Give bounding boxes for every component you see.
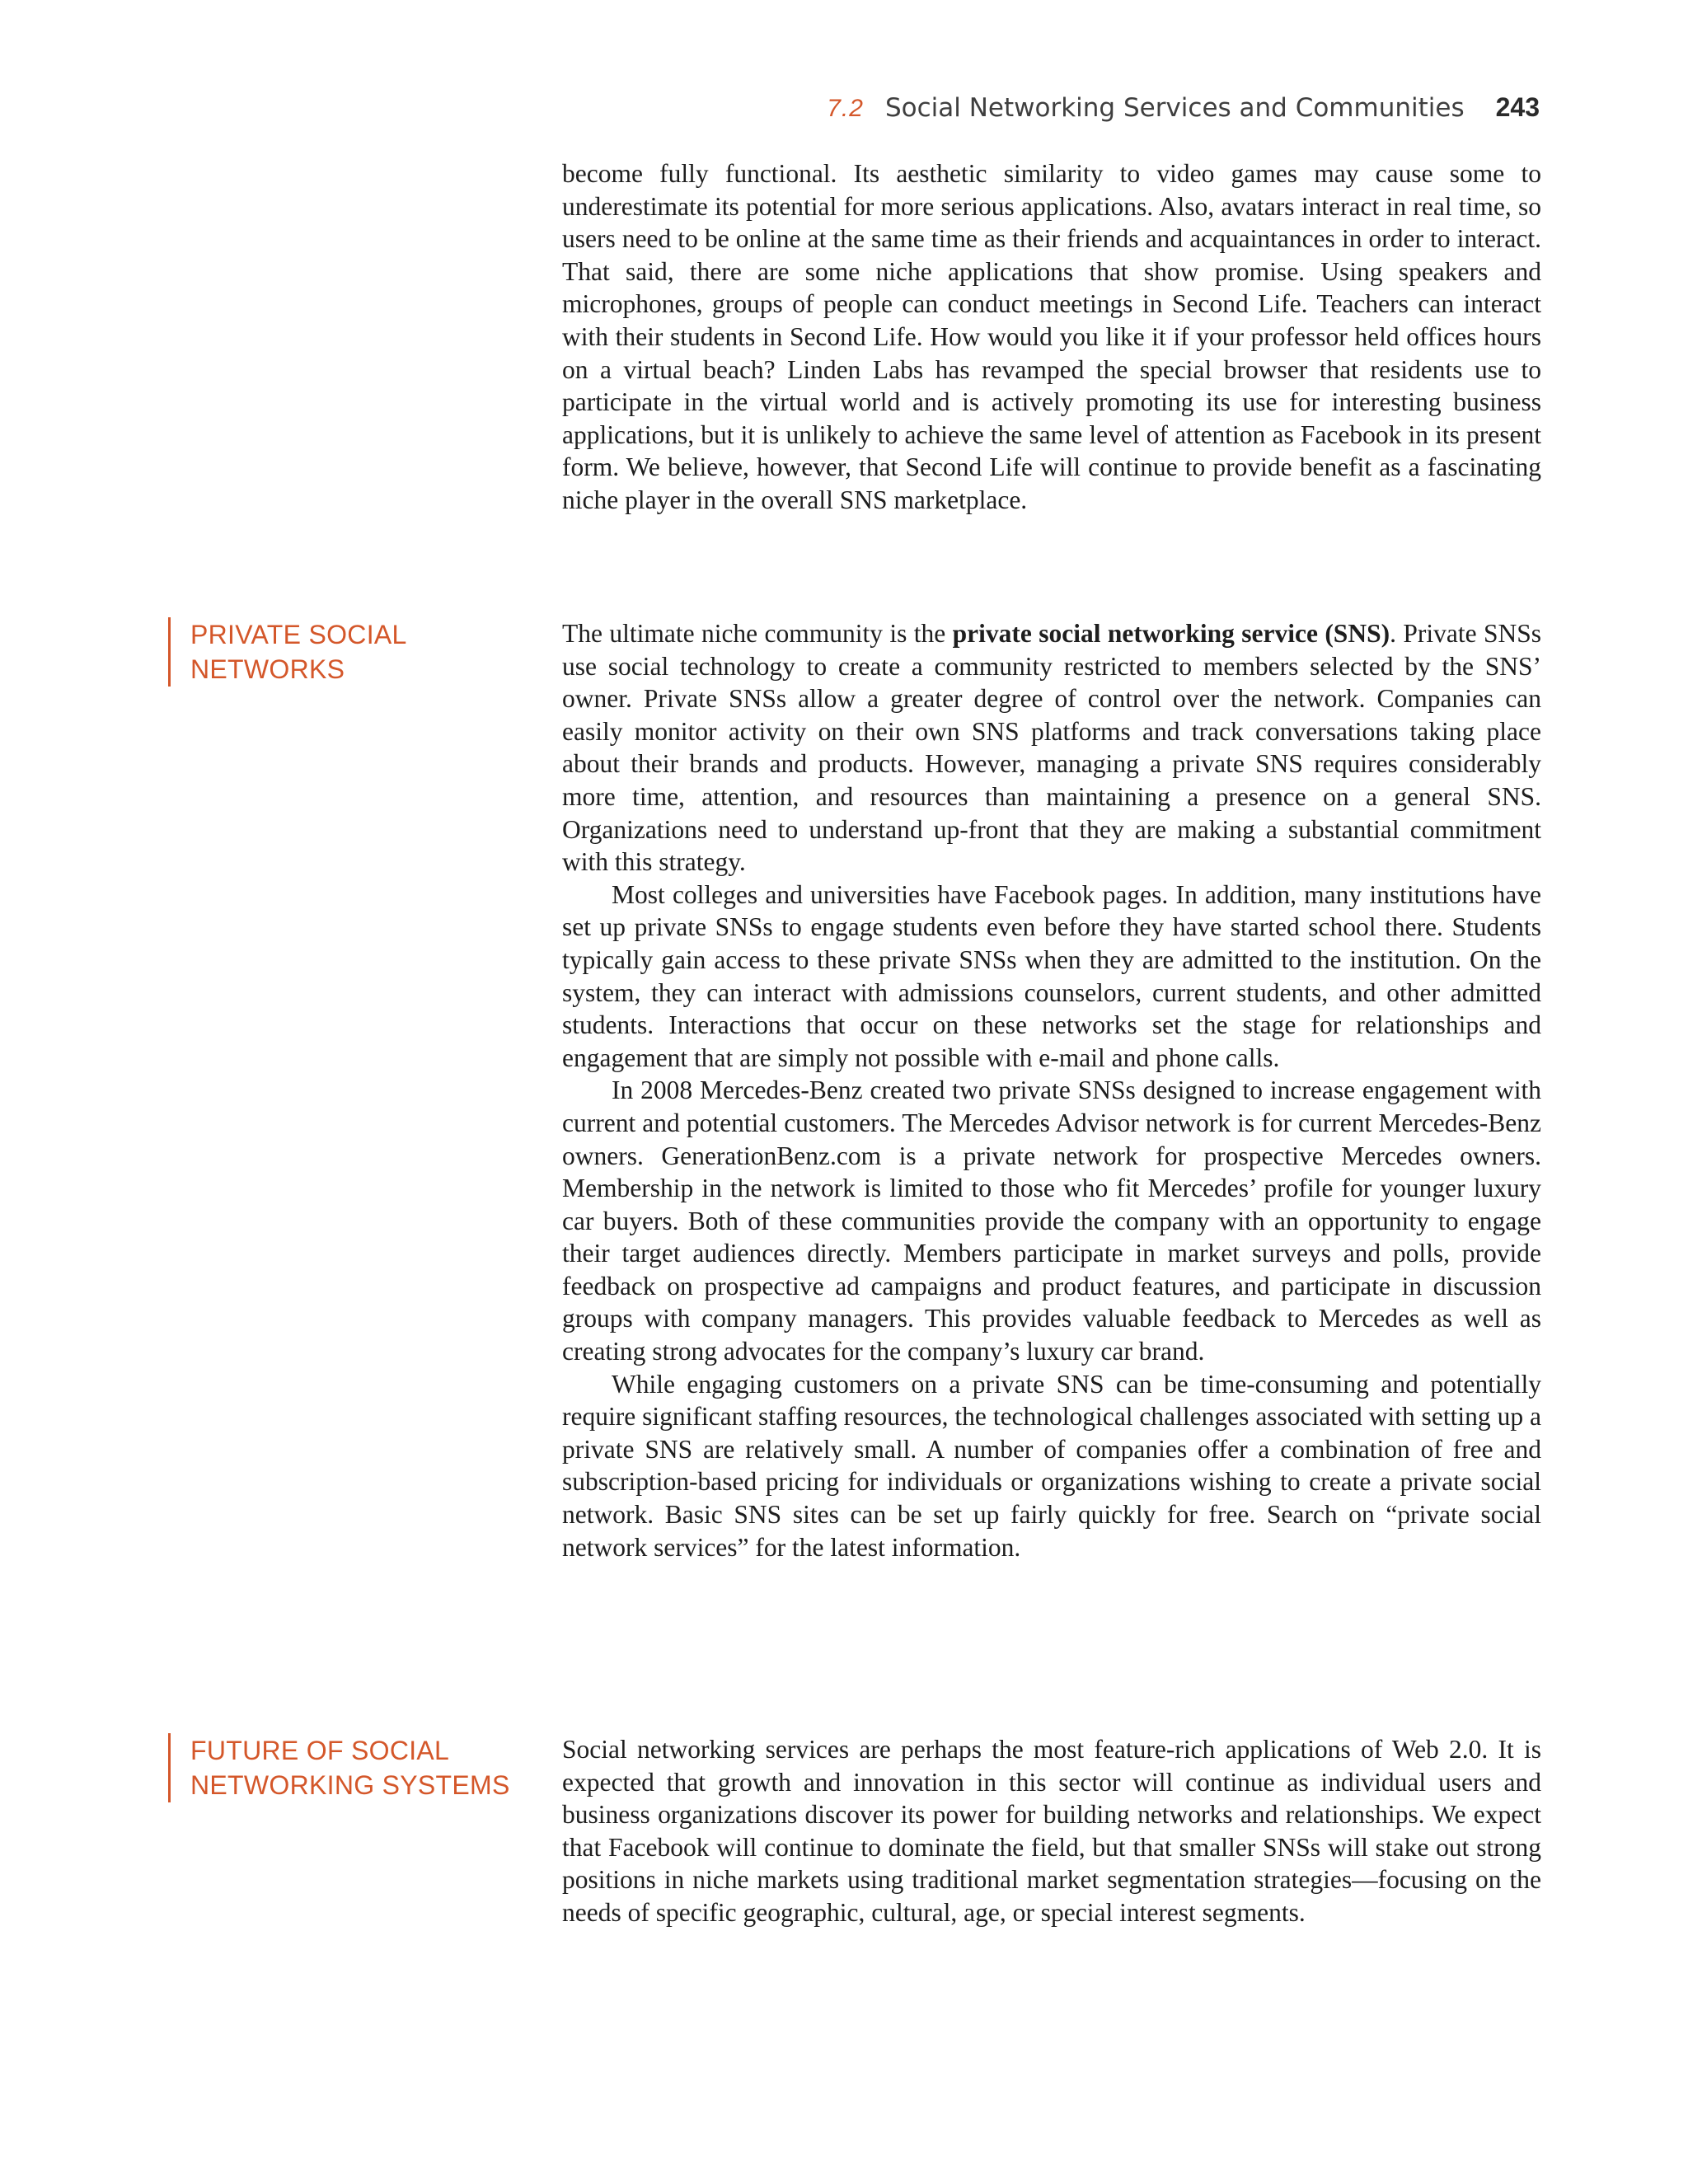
private-sns-paragraph-3: In 2008 Mercedes-Benz created two private SNSs designed to increase engagement with current and potential customers. The Mercedes Advisor network is for current Mercedes-Benz owners. GenerationBenz.com is a private network for prospective Mercedes owners. Membership in the network is limited to those who fit Mercedes’ profile for younger luxury car buyers. Both of these communities provide the company with an opportunity to engage their target audiences directly. Members participate in market surveys and polls, provide feedback on prospective ad campaigns and product features, and participate in discussion groups with company managers. This provides valuable feedback to Mercedes as well as creating strong advocates for the company’s luxury car brand. (562, 1076, 1541, 1366)
margin-heading-future-of-social-networking (168, 1733, 553, 1802)
margin-heading-line: FUTURE OF SOCIAL (190, 1736, 450, 1765)
future-sns-text-block (562, 1733, 1541, 1929)
future-sns-paragraph-1: Social networking services are perhaps the most feature-rich applications of Web 2.0. It is expected that growth and innovation in this sector will continue as individual users and business organizations discover its power for building networks and relationships. We expect that Facebook will continue to dominate the field, but that smaller SNSs will stake out strong positions in niche markets using traditional market segmentation strategies—focusing on the needs of specific geographic, cultural, age, or special interest segments. (562, 1735, 1541, 1927)
private-sns-paragraph-2: Most colleges and universities have Facebook pages. In addition, many institutions have set up private SNSs to engage students even before they have started school there. Students typically gain access to these private SNSs when they are admitted to the institution. On the system, they can interact with admissions counselors, current students, and other admitted students. Interactions that occur on these networks set the stage for relationships and engagement that are simply not possible with e-mail and phone calls. (562, 879, 1541, 1072)
private-sns-paragraph-4: While engaging customers on a private SNS can be time-consuming and potentially require significant staffing resources, the technological challenges associated with setting up a private SNS are relatively small. A number of companies offer a combination of free and subscription-based pricing for individuals or organizations wishing to create a private social network. Basic SNS sites can be set up fairly quickly for free. Search on “private social network services” for the latest information. (562, 1369, 1541, 1562)
paragraph-text: The ultimate niche community is the (562, 619, 953, 648)
margin-heading-line: NETWORKING SYSTEMS (190, 1770, 510, 1800)
intro-paragraph: become fully functional. Its aesthetic similarity to video games may cause some to underestimate its potential for more serious applications. Also, avatars interact in real time, so users need to be online at the same time as their friends and acquaintances in order to interact. That said, there are some niche applications that show promise. Using speakers and microphones, groups of people can conduct meetings in Second Life. Teachers can interact with their students in Second Life. How would you like it if your professor held offices hours on a virtual beach? Linden Labs has revamped the special browser that residents use to participate in the virtual world and is actively promoting its use for interesting business applications, but it is unlikely to achieve the same level of attention as Facebook in its present form. We believe, however, that Second Life will continue to provide benefit as a fascinating niche player in the overall SNS marketplace. (562, 159, 1541, 514)
intro-text-block (562, 157, 1541, 517)
section-number: 7.2 (827, 95, 864, 122)
paragraph-text: . Private SNSs use social technology to create a community restricted to members selected by the SNS’ owner. Private SNSs allow a greater degree of control over the network. Companies can easily monitor activity on their own SNS platforms and track conversations taking place about their brands and products. However, managing a private SNS requires considerably more time, attention, and resources than maintaining a presence on a general SNS. Organizations need to understand up-front that they are making a substantial commitment with this strategy. (562, 619, 1541, 877)
private-sns-paragraph-1 (562, 617, 1541, 879)
running-header (827, 92, 1540, 132)
private-sns-text-block (562, 617, 1541, 1563)
key-term: private social networking service (SNS) (952, 619, 1390, 648)
margin-heading-line: PRIVATE SOCIAL (190, 620, 407, 649)
section-title: Social Networking Services and Communities (884, 93, 1465, 123)
margin-heading-line: NETWORKS (190, 654, 345, 684)
margin-heading-private-social-networks (168, 617, 553, 687)
page-number: 243 (1495, 92, 1540, 122)
